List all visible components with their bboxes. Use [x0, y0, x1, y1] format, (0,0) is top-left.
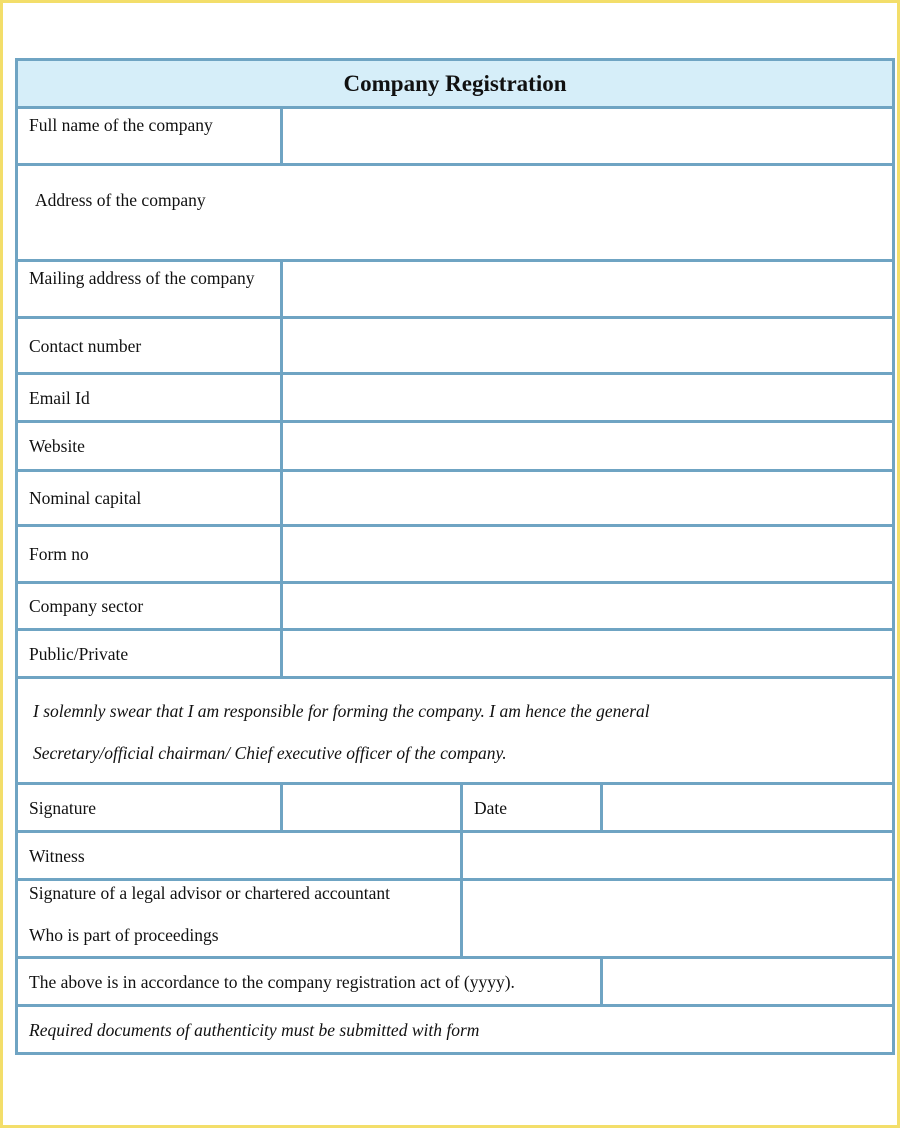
date-field[interactable] [602, 784, 894, 832]
declaration-line-2: Secretary/official chairman/ Chief executive officer of the company. [33, 743, 507, 763]
full-name-field[interactable] [282, 108, 894, 165]
footer-note: Required documents of authenticity must be submitted with form [17, 1006, 894, 1054]
website-label: Website [17, 422, 282, 471]
company-sector-label: Company sector [17, 583, 282, 630]
form-page [3, 3, 897, 1125]
legal-advisor-label [17, 880, 462, 958]
accordance-label: The above is in accordance to the company registration act of (yyyy). [17, 958, 602, 1006]
witness-label: Witness [17, 832, 462, 880]
form-title: Company Registration [17, 60, 894, 108]
website-field[interactable] [282, 422, 894, 471]
contact-number-field[interactable] [282, 318, 894, 374]
contact-number-label: Contact number [17, 318, 282, 374]
legal-advisor-line-1: Signature of a legal advisor or chartered accountant [29, 883, 391, 903]
signature-label: Signature [17, 784, 282, 832]
mailing-address-label: Mailing address of the company [17, 261, 282, 318]
address-label: Address of the company [35, 190, 206, 210]
nominal-capital-field[interactable] [282, 471, 894, 526]
public-private-label: Public/Private [17, 630, 282, 678]
form-no-label: Form no [17, 526, 282, 583]
date-label: Date [462, 784, 602, 832]
form-no-field[interactable] [282, 526, 894, 583]
email-id-label: Email Id [17, 374, 282, 422]
registration-year-field[interactable] [602, 958, 894, 1006]
company-sector-field[interactable] [282, 583, 894, 630]
full-name-label: Full name of the company [17, 108, 282, 165]
declaration [17, 678, 894, 784]
email-id-field[interactable] [282, 374, 894, 422]
mailing-address-field[interactable] [282, 261, 894, 318]
legal-advisor-line-2: Who is part of proceedings [29, 925, 219, 945]
public-private-field[interactable] [282, 630, 894, 678]
signature-field[interactable] [282, 784, 462, 832]
witness-field[interactable] [462, 832, 894, 880]
company-registration-form [15, 58, 895, 1055]
address-field[interactable] [17, 165, 894, 261]
legal-advisor-field[interactable] [462, 880, 894, 958]
declaration-line-1: I solemnly swear that I am responsible for forming the company. I am hence the general [33, 701, 650, 721]
nominal-capital-label: Nominal capital [17, 471, 282, 526]
